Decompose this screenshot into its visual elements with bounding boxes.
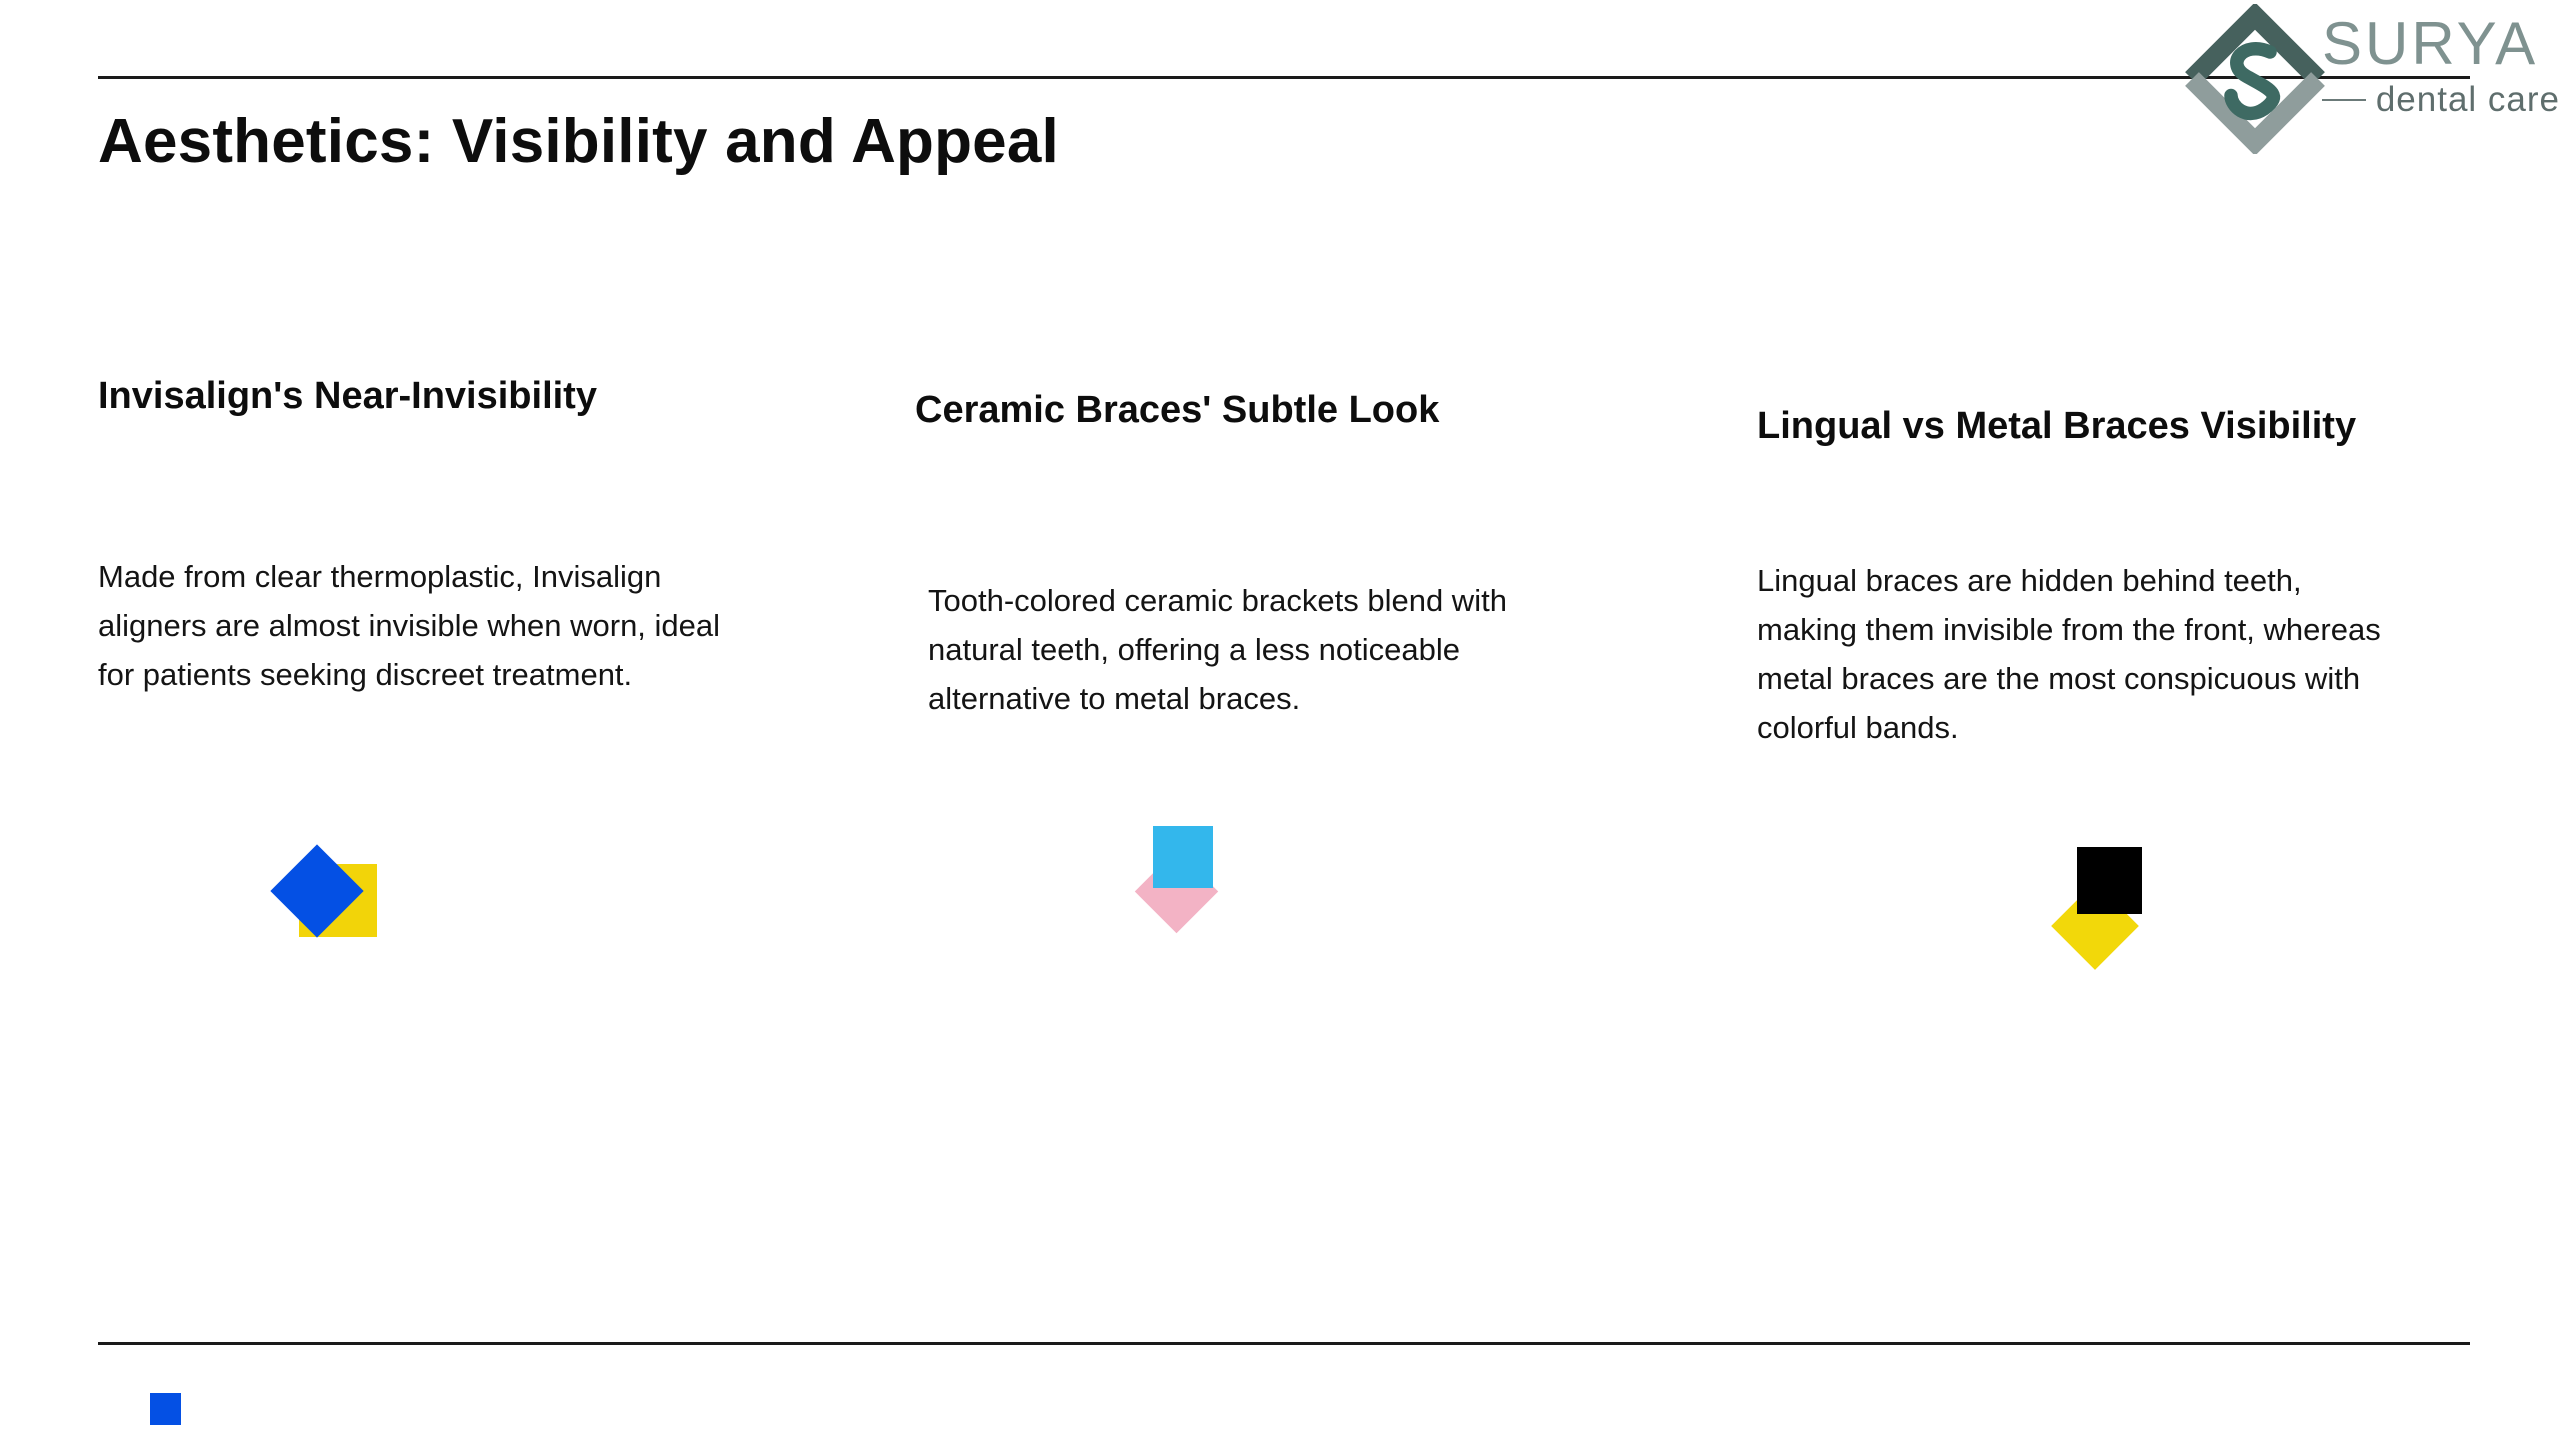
- logo-s-curve: [2231, 49, 2273, 114]
- logo-diamond-icon: [2180, 4, 2330, 154]
- logo-tagline: dental care: [2375, 80, 2560, 119]
- top-divider: [98, 76, 2470, 79]
- logo: [2180, 0, 2560, 170]
- logo-brand: SURYA: [2322, 10, 2539, 77]
- corner-accent-square: [150, 1393, 181, 1425]
- black-square-shape: [2077, 847, 2142, 914]
- logo-rule: [2322, 99, 2366, 101]
- bottom-divider: [98, 1342, 2470, 1345]
- cyan-square-shape: [1153, 826, 1213, 888]
- logo-text: [2322, 10, 2560, 120]
- ceramic-shape-icon: [1140, 820, 1270, 950]
- column-body-lingual: Lingual braces are hidden behind teeth, making them invisible from the front, whereas metal braces are the most conspicuous with colorful bands.: [1757, 563, 2381, 745]
- slide-title: Aesthetics: Visibility and Appeal: [98, 107, 1059, 176]
- column-body-ceramic: Tooth-colored ceramic brackets blend with natural teeth, offering a less noticeable alternative to metal braces.: [928, 583, 1507, 716]
- lingual-shape-icon: [2060, 840, 2190, 970]
- column-heading-invisalign: Invisalign's Near-Invisibility: [98, 375, 597, 417]
- column-heading-ceramic: Ceramic Braces' Subtle Look: [915, 389, 1440, 431]
- column-heading-lingual: Lingual vs Metal Braces Visibility: [1757, 405, 2357, 447]
- column-body-invisalign: Made from clear thermoplastic, Invisalign aligners are almost invisible when worn, ideal for patients seeking discreet treatment.: [98, 559, 721, 692]
- logo-tagline-row: [2322, 80, 2560, 120]
- invisalign-shape-icon: [284, 855, 414, 985]
